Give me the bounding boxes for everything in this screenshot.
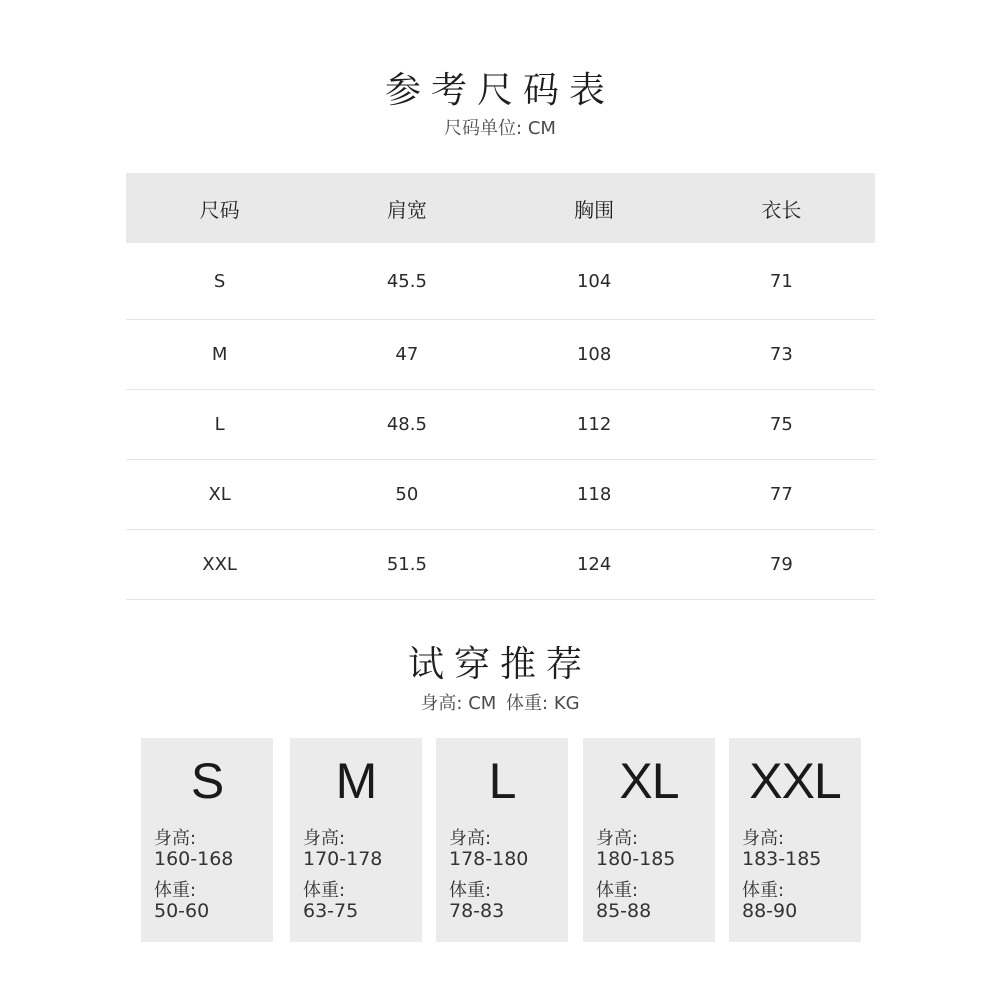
card-weight-value: 50-60 [154, 900, 210, 922]
cell-size: XL [126, 460, 313, 530]
cell-size: S [126, 243, 313, 320]
cell-size: XXL [126, 530, 313, 600]
size-card-s [141, 738, 273, 942]
card-size: M [335, 753, 377, 809]
cell-length: 73 [688, 320, 875, 390]
card-weight-value: 78-83 [449, 900, 505, 922]
cell-shoulder: 48.5 [313, 390, 500, 460]
cell-shoulder: 45.5 [313, 243, 500, 320]
card-weight-label: 体重: [596, 880, 639, 901]
table-row [126, 243, 875, 320]
height-unit: 身高: CM [420, 693, 497, 714]
card-height-value: 160-168 [154, 848, 234, 870]
table-row [126, 460, 875, 530]
header-shoulder: 肩宽 [313, 173, 500, 243]
weight-unit: 体重: KG [506, 693, 580, 714]
size-card-m [290, 738, 422, 942]
header-chest: 胸围 [501, 173, 688, 243]
size-card-xxl [729, 738, 861, 942]
cell-length: 79 [688, 530, 875, 600]
card-height-value: 170-178 [303, 848, 383, 870]
cell-shoulder: 50 [313, 460, 500, 530]
cell-length: 75 [688, 390, 875, 460]
card-weight-value: 63-75 [303, 900, 359, 922]
cell-chest: 112 [501, 390, 688, 460]
card-size: S [190, 753, 224, 809]
card-weight-label: 体重: [154, 880, 197, 901]
cell-chest: 108 [501, 320, 688, 390]
size-chart-title: 参考尺码表 [384, 70, 615, 111]
cell-size: L [126, 390, 313, 460]
size-card-l [436, 738, 568, 942]
card-height-label: 身高: [596, 828, 639, 849]
table-row [126, 390, 875, 460]
recommendation-unit [0, 689, 1000, 715]
card-size: L [488, 753, 516, 809]
cell-length: 71 [688, 243, 875, 320]
card-size: XXL [749, 753, 841, 809]
card-height-label: 身高: [154, 828, 197, 849]
card-height-label: 身高: [742, 828, 785, 849]
size-card-xl [583, 738, 715, 942]
recommendation-title: 试穿推荐 [407, 644, 592, 685]
table-header-row [126, 173, 875, 243]
card-height-label: 身高: [449, 828, 492, 849]
table-row [126, 320, 875, 390]
card-height-value: 180-185 [596, 848, 676, 870]
card-size: XL [619, 753, 679, 809]
card-height-value: 178-180 [449, 848, 529, 870]
cell-length: 77 [688, 460, 875, 530]
card-weight-label: 体重: [449, 880, 492, 901]
cell-chest: 104 [501, 243, 688, 320]
card-weight-label: 体重: [303, 880, 346, 901]
card-weight-value: 88-90 [742, 900, 798, 922]
cell-size: M [126, 320, 313, 390]
size-chart-unit: 尺码单位: CM [444, 118, 556, 139]
header-size: 尺码 [126, 173, 313, 243]
cell-chest: 124 [501, 530, 688, 600]
cell-shoulder: 47 [313, 320, 500, 390]
card-height-label: 身高: [303, 828, 346, 849]
table-row [126, 530, 875, 600]
cell-shoulder: 51.5 [313, 530, 500, 600]
card-weight-value: 85-88 [596, 900, 652, 922]
size-table [126, 173, 875, 600]
card-weight-label: 体重: [742, 880, 785, 901]
cell-chest: 118 [501, 460, 688, 530]
card-height-value: 183-185 [742, 848, 822, 870]
header-length: 衣长 [688, 173, 875, 243]
